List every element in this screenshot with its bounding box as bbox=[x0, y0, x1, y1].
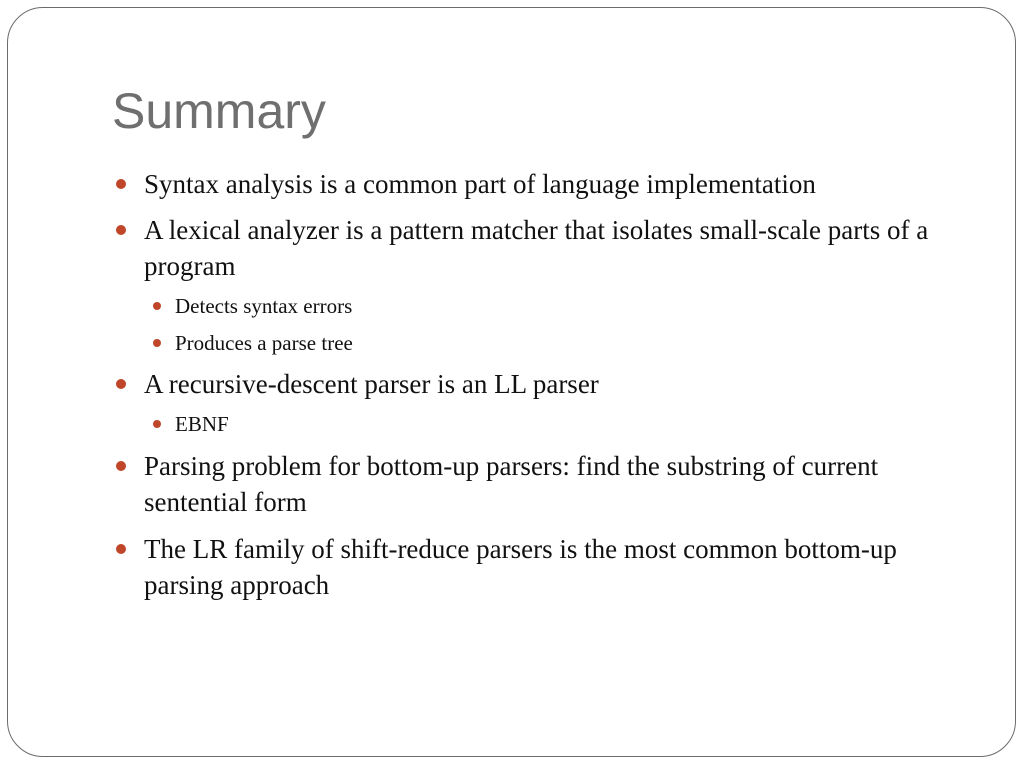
bullet-text: A recursive-descent parser is an LL parser bbox=[144, 369, 599, 399]
bullet-dot-icon bbox=[116, 225, 126, 235]
bullet-item bbox=[144, 366, 944, 402]
sub-bullet-text: EBNF bbox=[175, 412, 229, 436]
bullet-dot-icon bbox=[153, 302, 161, 310]
sub-bullet-text: Produces a parse tree bbox=[175, 331, 353, 355]
bullet-dot-icon bbox=[116, 461, 126, 471]
bullet-text: Syntax analysis is a common part of language implementation bbox=[144, 169, 816, 199]
bullet-text: The LR family of shift-reduce parsers is the most common bottom-up parsing approach bbox=[144, 534, 897, 600]
bullet-item bbox=[144, 531, 944, 603]
bullet-item bbox=[144, 212, 944, 284]
bullet-dot-icon bbox=[116, 379, 126, 389]
bullet-item bbox=[144, 166, 944, 202]
bullet-text: A lexical analyzer is a pattern matcher that isolates small-scale parts of a program bbox=[144, 215, 929, 281]
bullet-text: Parsing problem for bottom-up parsers: find the substring of current sentential form bbox=[144, 451, 879, 517]
sub-bullet-item bbox=[175, 410, 935, 438]
bullet-dot-icon bbox=[116, 544, 126, 554]
sub-bullet-item bbox=[175, 292, 935, 320]
bullet-dot-icon bbox=[116, 179, 126, 189]
bullet-item bbox=[144, 448, 944, 520]
slide-title: Summary bbox=[112, 83, 326, 139]
sub-bullet-text: Detects syntax errors bbox=[175, 294, 353, 318]
sub-bullet-item bbox=[175, 329, 935, 357]
bullet-dot-icon bbox=[153, 420, 161, 428]
bullet-dot-icon bbox=[153, 339, 161, 347]
